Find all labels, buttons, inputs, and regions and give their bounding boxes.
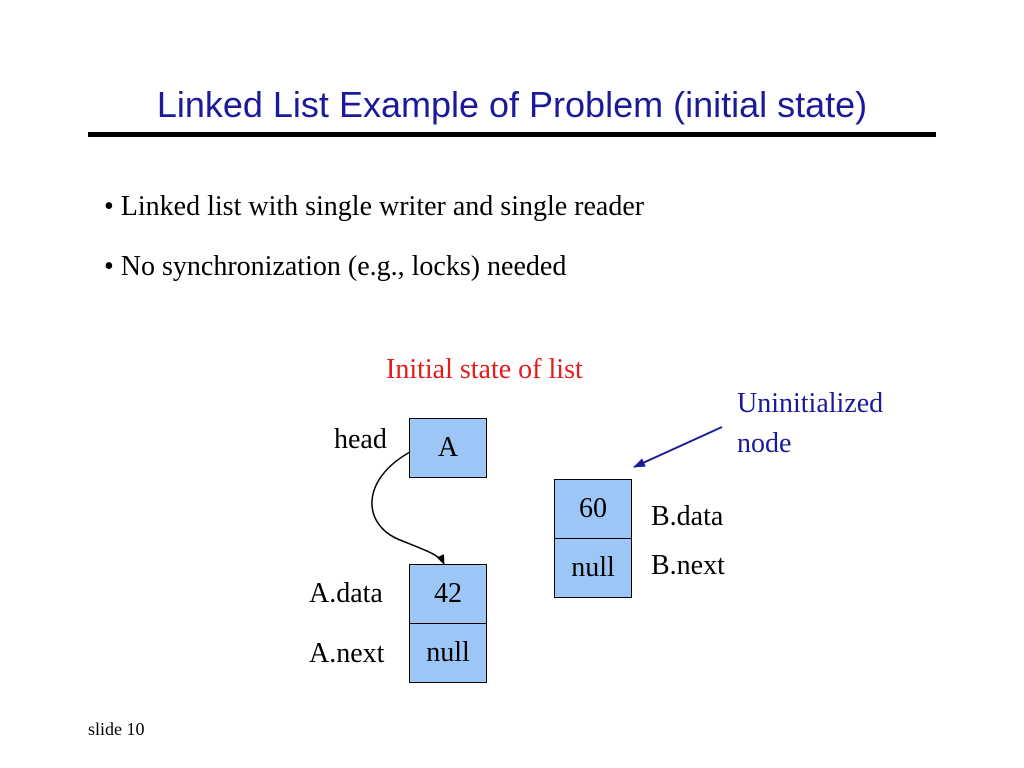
slide-number: slide 10 [88, 719, 145, 739]
uninitialized-label: Uninitialized [737, 388, 884, 419]
node-b-next-label: B.next [651, 550, 725, 581]
node-a-data-label: A.data [309, 578, 383, 609]
node-a-data-cell: 42 [409, 564, 487, 624]
bullet-item: • Linked list with single writer and single reader [104, 191, 645, 222]
diagram-caption: Initial state of list [386, 354, 583, 385]
slide-title: Linked List Example of Problem (initial state) [156, 84, 868, 125]
node-b-next-cell: null [554, 538, 632, 598]
node-a-next-label: A.next [309, 638, 385, 669]
head-to-node-a-arrow [372, 452, 444, 564]
uninitialized-label: node [737, 428, 792, 459]
node-b-data-cell: 60 [554, 479, 632, 539]
uninitialized-pointer-arrow [634, 427, 722, 467]
node-a-next-cell: null [409, 623, 487, 683]
node-b-data-label: B.data [651, 501, 724, 532]
head-pointer-box: A [409, 418, 487, 478]
bullet-item: • No synchronization (e.g., locks) needed [104, 251, 567, 282]
head-label: head [334, 424, 387, 455]
